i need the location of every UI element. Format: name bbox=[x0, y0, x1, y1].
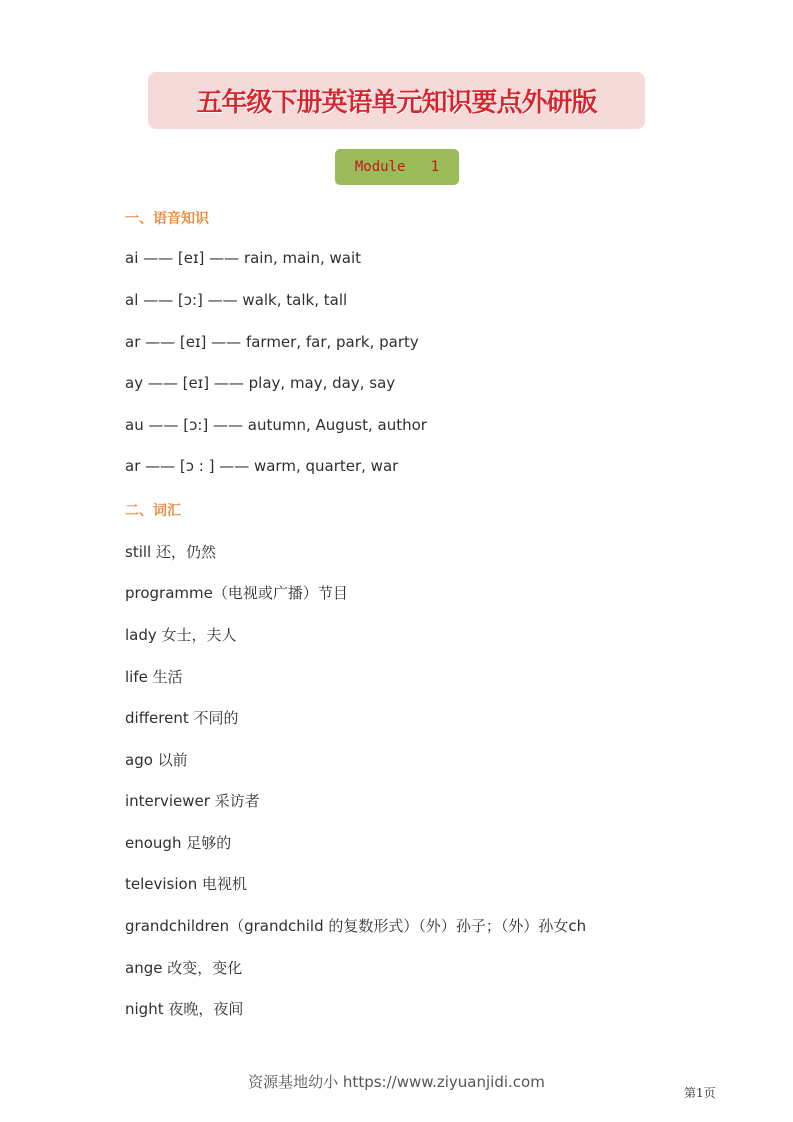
vocab-line: grandchildren（grandchild 的复数形式）（外）孙子；（外）孙女ch bbox=[125, 917, 587, 935]
vocab-line: enough 足够的 bbox=[125, 834, 232, 852]
vocab-line: life 生活 bbox=[125, 668, 183, 686]
vocab-line: still 还，仍然 bbox=[125, 543, 216, 561]
phonetic-line: ar —— [eɪ] —— farmer, far, park, party bbox=[125, 333, 419, 351]
module-badge bbox=[335, 149, 459, 185]
page-title: 五年级下册英语单元知识要点外研版 bbox=[196, 88, 597, 118]
phonetic-line: au —— [ɔ:] —— autumn, August, author bbox=[125, 416, 427, 434]
vocab-line: lady 女士，夫人 bbox=[125, 626, 237, 644]
phonetic-line: ai —— [eɪ] —— rain, main, wait bbox=[125, 249, 362, 267]
vocab-line: night 夜晚，夜间 bbox=[125, 1000, 244, 1018]
vocab-line: ange 改变，变化 bbox=[125, 959, 243, 977]
footer-source: 资源基地幼小 https://www.ziyuanjidi.com bbox=[248, 1073, 545, 1091]
section-heading-vocabulary: 二、词汇 bbox=[125, 503, 181, 519]
phonetic-line: ay —— [eɪ] —— play, may, day, say bbox=[125, 374, 396, 392]
phonetic-line: al —— [ɔ:] —— walk, talk, tall bbox=[125, 291, 348, 309]
title-banner bbox=[148, 72, 645, 129]
module-label: Module 1 bbox=[354, 159, 440, 175]
vocab-line: ago 以前 bbox=[125, 751, 188, 769]
vocab-line: television 电视机 bbox=[125, 875, 247, 893]
vocab-line: different 不同的 bbox=[125, 709, 239, 727]
phonetic-line: ar —— [ɔ : ] —— warm, quarter, war bbox=[125, 457, 399, 475]
section-heading-phonetics: 一、语音知识 bbox=[125, 211, 209, 227]
vocab-line: interviewer 采访者 bbox=[125, 792, 260, 810]
vocab-line: programme（电视或广播）节目 bbox=[125, 584, 348, 602]
page-number: 第1页 bbox=[684, 1086, 716, 1100]
